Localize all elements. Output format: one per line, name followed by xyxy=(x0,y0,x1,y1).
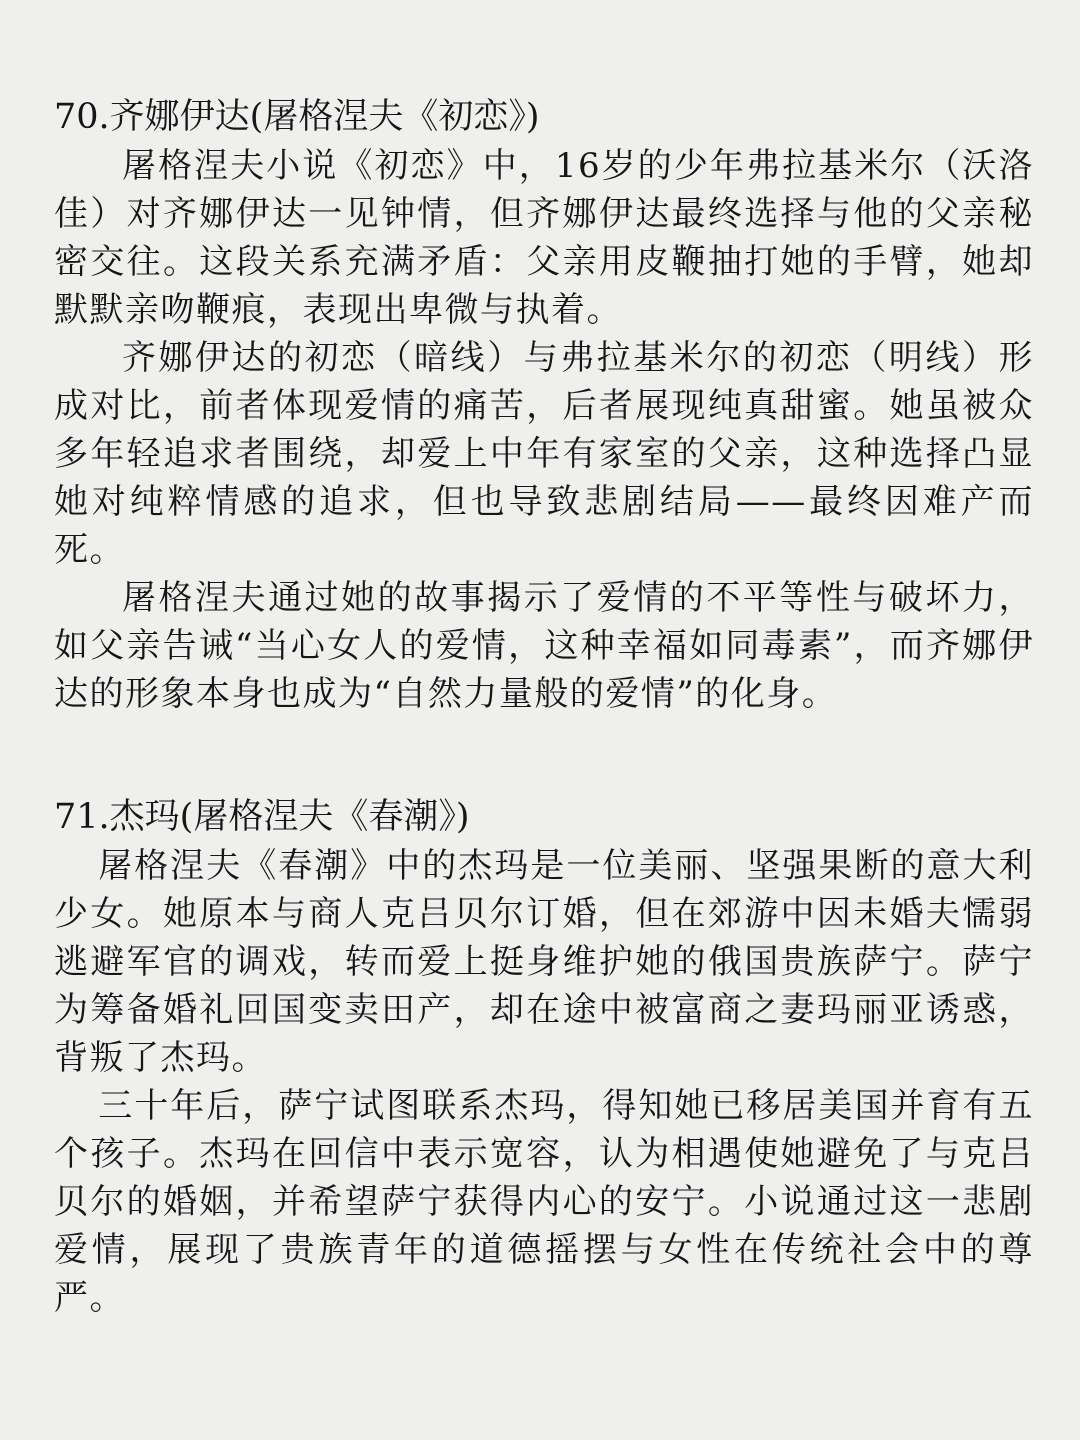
paragraph: 屠格涅夫《春潮》中的杰玛是一位美丽、坚强果断的意大利少女。她原本与商人克吕贝尔订婚，但在郊游中因未婚夫懦弱逃避军官的调戏，转而爱上挺身维护她的俄国贵族萨宁。萨宁为筹备婚礼回国变卖田产，却在途中被富商之妻玛丽亚诱惑，背叛了杰玛。 xyxy=(54,846,1034,1078)
section-title: 70.齐娜伊达(屠格涅夫《初恋》) xyxy=(54,97,540,137)
paragraph: 齐娜伊达的初恋（暗线）与弗拉基米尔的初恋（明线）形成对比，前者体现爱情的痛苦，后者展现纯真甜蜜。她虽被众多年轻追求者围绕，却爱上中年有家室的父亲，这种选择凸显她对纯粹情感的追求，但也导致悲剧结局——最终因难产而死。 xyxy=(54,338,1034,570)
section-zinaida xyxy=(54,92,1034,718)
paragraph: 三十年后，萨宁试图联系杰玛，得知她已移居美国并育有五个孩子。杰玛在回信中表示宽容，认为相遇使她避免了与克吕贝尔的婚姻，并希望萨宁获得内心的安宁。小说通过这一悲剧爱情，展现了贵族青年的道德摇摆与女性在传统社会中的尊严。 xyxy=(54,1086,1034,1318)
paragraph: 屠格涅夫通过她的故事揭示了爱情的不平等性与破坏力，如父亲告诫“当心女人的爱情，这种幸福如同毒素”，而齐娜伊达的形象本身也成为“自然力量般的爱情”的化身。 xyxy=(54,578,1034,714)
section-gemma xyxy=(54,792,1034,1322)
section-title: 71.杰玛(屠格涅夫《春潮》) xyxy=(54,797,470,837)
paragraph: 屠格涅夫小说《初恋》中，16岁的少年弗拉基米尔（沃洛佳）对齐娜伊达一见钟情，但齐娜伊达最终选择与他的父亲秘密交往。这段关系充满矛盾：父亲用皮鞭抽打她的手臂，她却默默亲吻鞭痕，表现出卑微与执着。 xyxy=(54,146,1034,330)
